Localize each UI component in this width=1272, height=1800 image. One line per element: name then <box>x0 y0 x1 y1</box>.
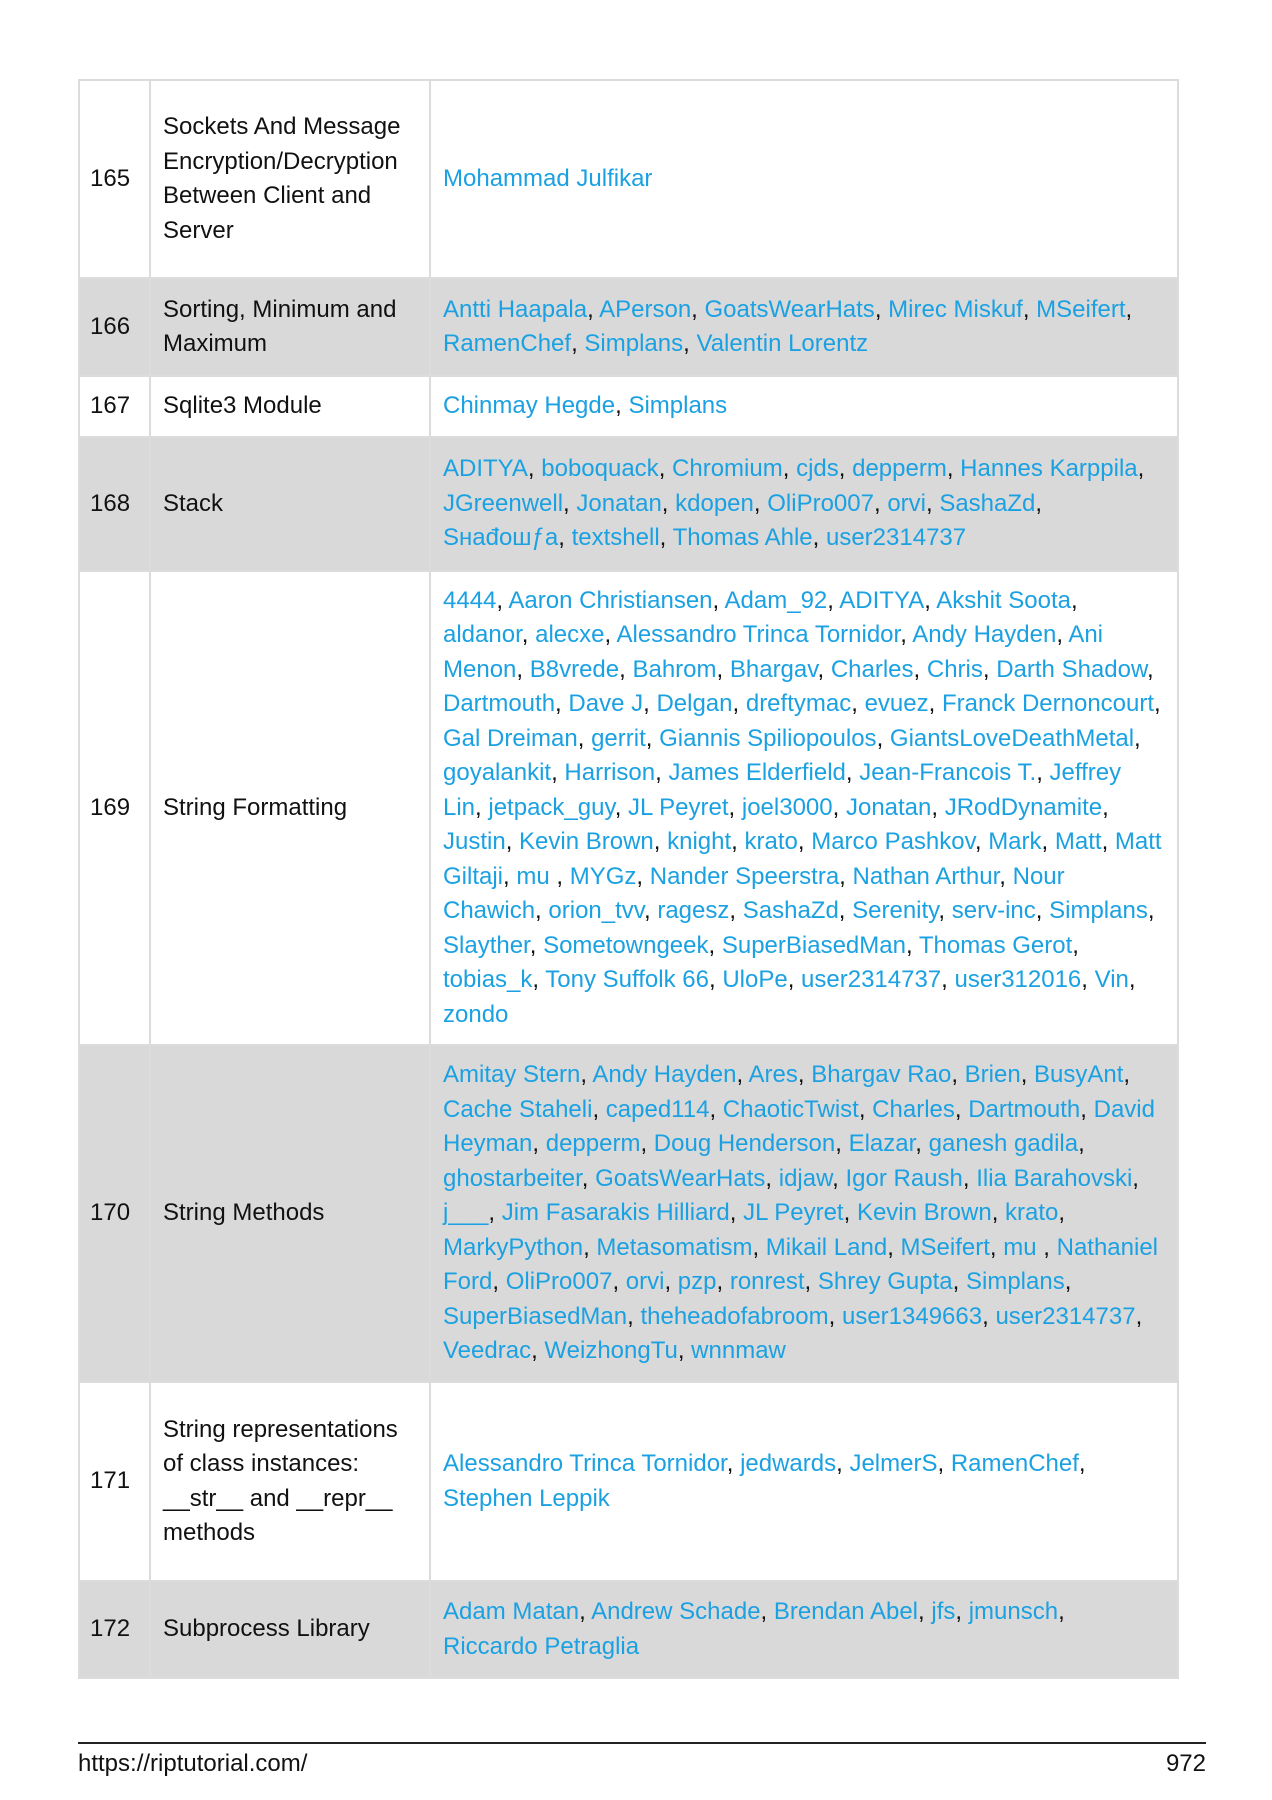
contributor-link[interactable]: jmunsch <box>968 1598 1059 1625</box>
topic-title: Stack <box>150 437 430 571</box>
contributor-link[interactable]: BusyAnt <box>1034 1061 1124 1089</box>
contributor-link[interactable]: Mikail Land <box>765 1233 888 1261</box>
contributors-cell: ADITYA, boboquack, Chromium, cjds, depperm, Hannes Karppila, JGreenwell, Jonatan, kdopen, OliPro007, orvi, SashaZd, Sнаđошƒа, textshell, Thomas Ahle, user2314737 <box>430 437 1178 571</box>
contributor-link[interactable]: orvi <box>887 489 926 517</box>
contributor-link[interactable]: Stephen Leppik <box>443 1484 610 1512</box>
contributor-link[interactable]: Alessandro Trinca Tornidor <box>616 621 901 649</box>
contributor-link[interactable]: Hannes Karppila <box>960 455 1138 483</box>
contributor-link[interactable]: Harrison <box>564 759 656 787</box>
contributor-link[interactable]: Metasomatism <box>596 1233 753 1261</box>
contributor-link[interactable]: Nour Chawich <box>443 862 1065 925</box>
contributor-link[interactable]: JelmerS <box>849 1450 938 1477</box>
contributor-link[interactable]: dreftymac <box>745 690 852 718</box>
contributors-cell: Chinmay Hegde, Simplans <box>430 376 1178 437</box>
contributor-link[interactable]: Mohammad Julfikar <box>443 164 653 192</box>
contributor-link[interactable]: Simplans <box>628 392 728 420</box>
contributor-link[interactable]: Franck Dernoncourt <box>941 690 1155 718</box>
contributors-table <box>78 79 1179 1679</box>
contributor-link[interactable]: Charles <box>830 655 914 683</box>
contributor-link[interactable]: Sнаđошƒа <box>443 524 559 552</box>
contributor-link[interactable]: Bhargav Rao <box>811 1061 952 1089</box>
contributor-link[interactable]: kdopen <box>675 489 754 517</box>
contributor-link[interactable]: UloPe <box>722 966 788 994</box>
contributor-link[interactable]: Dartmouth <box>968 1095 1081 1123</box>
contributor-link[interactable]: Marco Pashkov <box>811 828 975 856</box>
contributor-link[interactable]: JL Peyret <box>743 1199 844 1227</box>
table-row <box>79 1581 1178 1678</box>
contributor-link[interactable]: David Heyman <box>443 1095 1155 1158</box>
contributor-link[interactable]: Mirec Miskuf <box>888 295 1023 323</box>
footer-divider <box>78 1742 1206 1744</box>
contributor-link[interactable]: Ilia Barahovski <box>976 1164 1133 1192</box>
contributor-link[interactable]: orion_tvv <box>548 897 644 925</box>
contributor-link[interactable]: joel3000 <box>741 793 833 821</box>
contributor-link[interactable]: zondo <box>443 1000 509 1028</box>
row-number: 168 <box>79 437 150 571</box>
contributor-link[interactable]: SashaZd <box>742 897 839 925</box>
contributor-link[interactable]: Amitay Stern <box>443 1061 581 1089</box>
contributor-link[interactable]: Simplans <box>584 330 684 357</box>
contributor-link[interactable]: Igor Raush <box>845 1164 963 1192</box>
topic-title: String representations of class instances: __str__ and __repr__ methods <box>150 1382 430 1581</box>
contributor-link[interactable]: MarkyPython <box>443 1233 584 1261</box>
contributor-link[interactable]: Jean-Francois T. <box>859 759 1037 787</box>
contributor-link[interactable]: RamenChef <box>443 330 572 357</box>
contributor-link[interactable]: APerson <box>599 295 692 323</box>
contributor-link[interactable]: SashaZd <box>939 489 1036 517</box>
row-number: 166 <box>79 278 150 376</box>
contributor-link[interactable]: evuez <box>864 690 929 718</box>
contributor-link[interactable]: Kevin Brown <box>519 828 654 856</box>
contributor-link[interactable]: alecxe <box>535 621 605 649</box>
contributor-link[interactable]: Darth Shadow <box>996 655 1147 683</box>
contributor-link[interactable]: Nander Speerstra <box>649 862 840 890</box>
contributor-link[interactable]: Thomas Gerot <box>918 931 1073 959</box>
contributor-link[interactable]: Tony Suffolk 66 <box>545 966 709 994</box>
contributor-link[interactable]: Thomas Ahle <box>672 524 813 552</box>
contributor-link[interactable]: Matt Giltaji <box>443 828 1162 890</box>
contributor-link[interactable]: theheadofabroom <box>640 1302 829 1330</box>
contributor-link[interactable]: Shrey Gupta <box>817 1268 953 1296</box>
contributor-link[interactable]: Cache Staheli <box>443 1095 593 1123</box>
page-number: 972 <box>1165 1750 1206 1777</box>
contributor-link[interactable]: Jonatan <box>845 793 932 821</box>
contributor-link[interactable]: j___ <box>443 1199 489 1227</box>
contributor-link[interactable]: jetpack_guy <box>488 793 615 821</box>
contributor-link[interactable]: Adam Matan <box>443 1598 580 1625</box>
contributor-link[interactable]: Kevin Brown <box>856 1199 992 1227</box>
row-number: 169 <box>79 571 150 1045</box>
contributor-link[interactable]: Chris <box>926 655 983 683</box>
contributor-link[interactable]: krato <box>1005 1199 1059 1227</box>
contributor-link[interactable]: MSeifert <box>1036 295 1126 323</box>
contributor-link[interactable]: Andy Hayden <box>592 1061 737 1089</box>
contributor-link[interactable]: GoatsWearHats <box>595 1164 766 1192</box>
contributor-link[interactable]: gerrit <box>591 724 646 752</box>
contributor-link[interactable]: boboquack <box>541 455 659 483</box>
contributor-link[interactable]: Jonatan <box>576 489 662 517</box>
contributor-link[interactable]: jfs <box>931 1598 956 1625</box>
table-row <box>79 1382 1178 1581</box>
contributor-link[interactable]: MSeifert <box>900 1233 990 1261</box>
contributor-link[interactable]: Vin <box>1094 966 1129 994</box>
contributor-link[interactable]: Alessandro Trinca Tornidor <box>443 1450 727 1477</box>
row-number: 165 <box>79 80 150 278</box>
contributor-link[interactable]: JGreenwell <box>443 489 564 517</box>
contributor-link[interactable]: Veedrac <box>443 1337 532 1365</box>
contributor-link[interactable]: Delgan <box>656 690 733 718</box>
contributor-link[interactable]: user2314737 <box>825 524 967 552</box>
contributor-link[interactable]: Sometowngeek <box>543 931 709 959</box>
contributor-link[interactable]: Valentin Lorentz <box>696 330 869 357</box>
contributor-link[interactable]: textshell <box>571 524 660 552</box>
contributor-link[interactable]: user2314737 <box>995 1302 1136 1330</box>
contributor-link[interactable]: Gal Dreiman <box>443 724 578 752</box>
topic-title: Sorting, Minimum and Maximum <box>150 278 430 376</box>
contributor-link[interactable]: knight <box>667 828 732 856</box>
contributor-link[interactable]: Aaron Christiansen <box>508 586 713 614</box>
contributor-link[interactable]: Ares <box>748 1061 798 1089</box>
footer-url[interactable]: https://riptutorial.com/ <box>78 1750 308 1777</box>
contributor-link[interactable]: Justin <box>443 828 506 856</box>
contributor-link[interactable]: depperm <box>545 1130 641 1158</box>
contributor-link[interactable]: OliPro007 <box>505 1268 613 1296</box>
row-number: 167 <box>79 376 150 437</box>
contributor-link[interactable]: user312016 <box>954 966 1082 994</box>
contributor-link[interactable]: ghostarbeiter <box>443 1164 582 1192</box>
contributors-cell: Amitay Stern, Andy Hayden, Ares, Bhargav Rao, Brien, BusyAnt, Cache Staheli, caped114, ChaoticTwist, Charles, Dartmouth, David Heyman, depperm, Doug Henderson, Elazar, ganesh gadila, ghostarbeiter, GoatsWearHats, idjaw, Igor Raush, Ilia Barahovski, j___, Jim Fasarakis Hilliard, JL Peyret, Kevin Brown, krato, MarkyPython, Metasomatism, Mikail Land, MSeifert, mu , Nathaniel Ford, OliPro007, orvi, pzp, ronrest, Shrey Gupta, Simplans, SuperBiasedMan, theheadofabroom, user1349663, user2314737, Veedrac, WeizhongTu, wnnmaw <box>430 1045 1178 1382</box>
topic-title: Sockets And Message Encryption/Decryption Between Client and Server <box>150 80 430 278</box>
table-row <box>79 278 1178 376</box>
contributor-link[interactable]: mu <box>516 862 557 890</box>
contributor-link[interactable]: caped114 <box>605 1095 710 1123</box>
contributor-link[interactable]: Dave J <box>568 690 644 718</box>
contributor-link[interactable]: Chinmay Hegde <box>443 392 616 420</box>
contributor-link[interactable]: aldanor <box>443 621 522 649</box>
contributor-link[interactable]: Akshit Soota <box>936 586 1071 614</box>
topic-title: String Formatting <box>150 571 430 1045</box>
contributor-link[interactable]: GiantsLoveDeathMetal <box>889 724 1135 752</box>
contributor-link[interactable]: Doug Henderson <box>653 1130 836 1158</box>
contributors-cell: Antti Haapala, APerson, GoatsWearHats, Mirec Miskuf, MSeifert, RamenChef, Simplans, Valentin Lorentz <box>430 278 1178 376</box>
contributor-link[interactable]: pzp <box>677 1268 717 1296</box>
contributor-link[interactable]: user2314737 <box>801 966 942 994</box>
contributors-cell <box>430 80 1178 278</box>
contributor-link[interactable]: GoatsWearHats <box>704 295 875 323</box>
contributors-cell: Alessandro Trinca Tornidor, jedwards, JelmerS, RamenChef, Stephen Leppik <box>430 1382 1178 1581</box>
contributor-link[interactable]: jedwards <box>740 1450 837 1477</box>
contributor-link[interactable]: Charles <box>872 1095 955 1123</box>
contributor-link[interactable]: Bhargav <box>729 655 818 683</box>
contributor-link[interactable]: MYGz <box>569 862 637 890</box>
contributor-link[interactable]: Jeffrey Lin <box>443 759 1122 821</box>
contributor-link[interactable]: Simplans <box>1049 897 1148 925</box>
contributor-link[interactable]: OliPro007 <box>767 489 874 517</box>
table-body <box>79 80 1178 1678</box>
contributor-link[interactable]: B8vrede <box>529 655 620 683</box>
contributor-link[interactable]: goyalankit <box>443 759 552 787</box>
contributor-link[interactable]: serv-inc <box>951 897 1036 925</box>
row-number: 171 <box>79 1382 150 1581</box>
row-number: 170 <box>79 1045 150 1382</box>
contributor-link[interactable]: ganesh gadila <box>928 1130 1079 1158</box>
contributor-link[interactable]: Antti Haapala <box>443 295 588 323</box>
contributor-link[interactable]: ADITYA <box>839 586 925 614</box>
contributor-link[interactable]: SuperBiasedMan <box>443 1302 628 1330</box>
contributor-link[interactable]: Adam_92 <box>724 586 828 614</box>
contributor-link[interactable]: JRodDynamite <box>944 793 1103 821</box>
contributor-link[interactable]: Riccardo Petraglia <box>443 1632 640 1660</box>
table-row <box>79 1045 1178 1382</box>
table-row <box>79 80 1178 278</box>
contributor-link[interactable]: user1349663 <box>841 1302 983 1330</box>
contributor-link[interactable]: James Elderfield <box>668 759 846 787</box>
contributors-cell: 4444, Aaron Christiansen, Adam_92, ADITYA, Akshit Soota, aldanor, alecxe, Alessandro Trinca Tornidor, Andy Hayden, Ani Menon, B8vrede, Bahrom, Bhargav, Charles, Chris, Darth Shadow, Dartmouth, Dave J, Delgan, dreftymac, evuez, Franck Dernoncourt, Gal Dreiman, gerrit, Giannis Spiliopoulos, GiantsLoveDeathMetal, goyalankit, Harrison, James Elderfield, Jean-Francois T., Jeffrey Lin, jetpack_guy, JL Peyret, joel3000, Jonatan, JRodDynamite, Justin, Kevin Brown, knight, krato, Marco Pashkov, Mark, Matt, Matt Giltaji, mu , MYGz, Nander Speerstra, Nathan Arthur, Nour Chawich, orion_tvv, ragesz, SashaZd, Serenity, serv-inc, Simplans, Slayther, Sometowngeek, SuperBiasedMan, Thomas Gerot, tobias_k, Tony Suffolk 66, UloPe, user2314737, user312016, Vin, zondo <box>430 571 1178 1045</box>
contributor-link[interactable]: SuperBiasedMan <box>721 931 906 959</box>
contributor-link[interactable]: Simplans <box>965 1268 1065 1296</box>
contributor-link[interactable]: ragesz <box>657 897 730 925</box>
contributor-link[interactable]: 4444 <box>443 586 497 614</box>
contributor-link[interactable]: Elazar <box>848 1130 916 1158</box>
contributor-link[interactable]: Nathan Arthur <box>852 862 1000 890</box>
contributor-link[interactable]: Brendan Abel <box>773 1598 919 1625</box>
contributor-link[interactable]: Bahrom <box>632 655 717 683</box>
contributor-link[interactable]: cjds <box>796 455 839 483</box>
contributor-link[interactable]: Slayther <box>443 931 530 959</box>
contributor-link[interactable]: depperm <box>852 455 947 483</box>
contributor-link[interactable]: Andy Hayden <box>912 621 1057 649</box>
contributor-link[interactable]: idjaw <box>778 1164 833 1192</box>
contributor-link[interactable]: ADITYA <box>443 455 528 483</box>
contributor-link[interactable]: Serenity <box>852 897 939 925</box>
topic-title: Subprocess Library <box>150 1581 430 1678</box>
contributor-link[interactable]: Jim Fasarakis Hilliard <box>501 1199 730 1227</box>
table-row <box>79 571 1178 1045</box>
contributor-link[interactable]: Matt <box>1054 828 1102 856</box>
contributor-link[interactable]: ChaoticTwist <box>722 1095 859 1123</box>
contributor-link[interactable]: Dartmouth <box>443 690 556 718</box>
contributor-link[interactable]: Chromium <box>672 455 783 483</box>
contributor-link[interactable]: Nathaniel Ford <box>443 1233 1159 1296</box>
row-number: 172 <box>79 1581 150 1678</box>
contributors-cell: Adam Matan, Andrew Schade, Brendan Abel, jfs, jmunsch, Riccardo Petraglia <box>430 1581 1178 1678</box>
contributor-link[interactable]: Brien <box>964 1061 1021 1089</box>
contributor-link[interactable]: krato <box>744 828 798 856</box>
contributor-link[interactable]: WeizhongTu <box>544 1337 678 1365</box>
contributor-link[interactable]: Andrew Schade <box>591 1598 761 1625</box>
table-row <box>79 376 1178 437</box>
contributor-link[interactable]: Ani Menon <box>443 621 1104 683</box>
contributor-link[interactable]: wnnmaw <box>691 1337 786 1365</box>
contributor-link[interactable]: mu <box>1003 1233 1044 1261</box>
topic-title: String Methods <box>150 1045 430 1382</box>
contributor-link[interactable]: JL Peyret <box>628 793 729 821</box>
contributor-link[interactable]: orvi <box>625 1268 665 1296</box>
table-row <box>79 437 1178 571</box>
contributor-link[interactable]: RamenChef <box>950 1450 1079 1477</box>
contributor-link[interactable]: ronrest <box>729 1268 805 1296</box>
contributor-link[interactable]: Mark <box>988 828 1042 856</box>
topic-title: Sqlite3 Module <box>150 376 430 437</box>
contributor-link[interactable]: Giannis Spiliopoulos <box>659 724 877 752</box>
contributor-link[interactable]: tobias_k <box>443 966 533 994</box>
